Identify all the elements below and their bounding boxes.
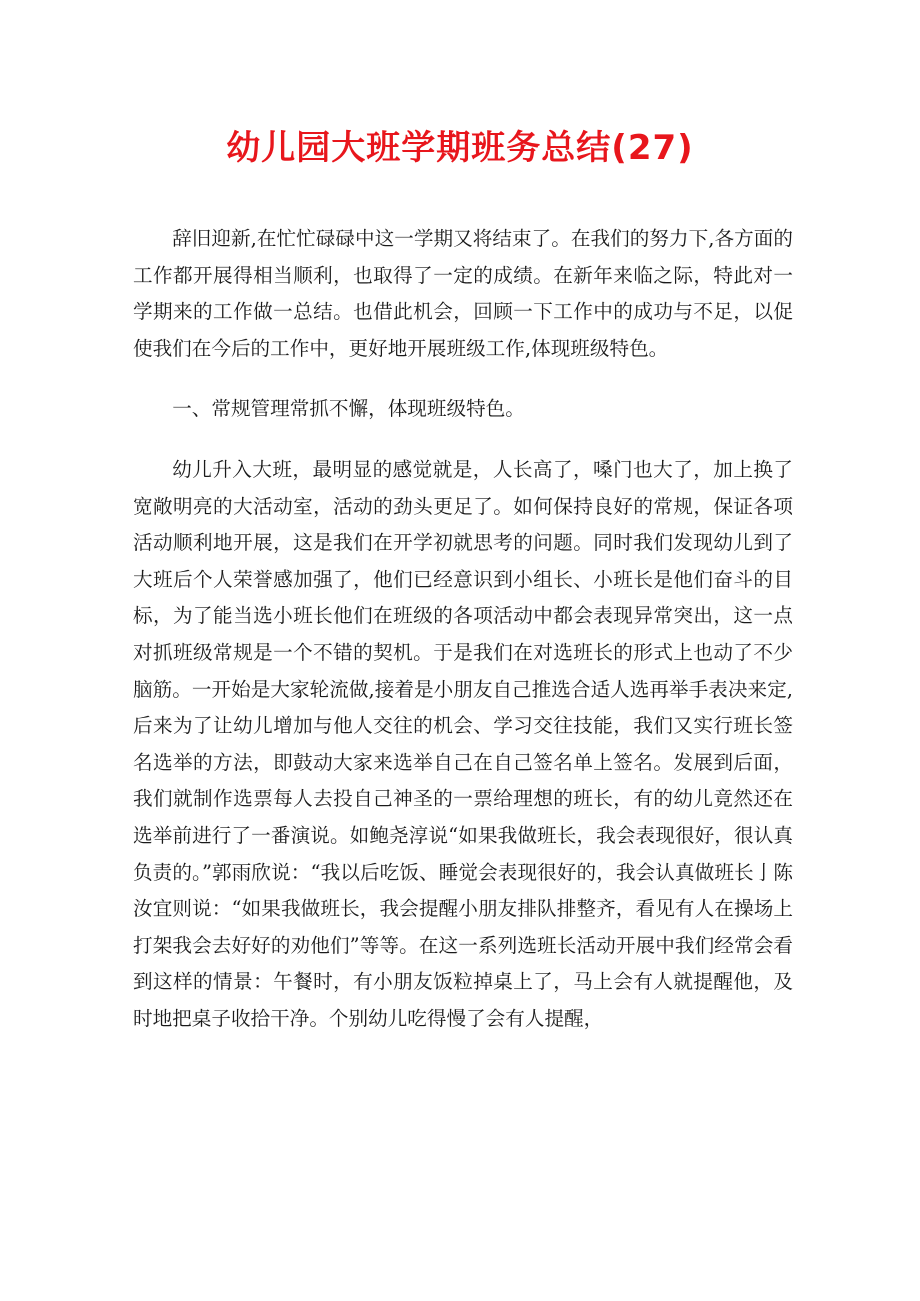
paragraph-section-1: 幼儿升入大班，最明显的感觉就是，人长高了，嗓门也大了，加上换了宽敞明亮的大活动室，活动的劲头更足了。如何保持良好的常规，保证各项活动顺利地开展，这是我们在开学初就思考的问题。同时我们发现幼儿到了大班后个人荣誉感加强了，他们已经意识到小组长、小班长是他们奋斗的目标，为了能当选小班长他们在班级的各项活动中都会表现异常突出，这一点对抓班级常规是一个不错的契机。于是我们在对选班长的形式上也动了不少脑筋。一开始是大家轮流做,接着是小朋友自己推选合适人选再举手表决来定,后来为了让幼儿增加与他人交往的机会、学习交往技能，我们又实行班长签名选举的方法，即鼓动大家来选举自己在自己签名单上签名。发展到后面，我们就制作选票每人去投自己神圣的一票给理想的班长，有的幼儿竟然还在选举前进行了一番演说。如鲍尧淳说“如果我做班长，我会表现很好，很认真负责的。”郭雨欣说：“我以后吃饭、睡觉会表现很好的，我会认真做班长亅陈汝宜则说：“如果我做班长，我会提醒小朋友排队排整齐，看见有人在操场上打架我会去好好的劝他们”等等。在这一系列选班长活动开展中我们经常会看到这样的情景：午餐时，有小朋友饭粒掉桌上了，马上会有人就提醒他，及时地把桌子收拾干净。个别幼儿吃得慢了会有人提醒， — [133, 457, 793, 1030]
section-heading-1: 一、常规管理常抓不懈，体现班级特色。 — [172, 397, 525, 421]
paragraph-intro: 辞旧迎新,在忙忙碌碌中这一学期又将结束了。在我们的努力下,各方面的工作都开展得相当顺利，也取得了一定的成绩。在新年来临之际，特此对一学期来的工作做一总结。也借此机会，回顾一下工作中的成功与不足，以促使我们在今后的工作中，更好地开展班级工作,体现班级特色。 — [133, 227, 793, 360]
document-body — [133, 221, 793, 1037]
document-title: 幼儿园大班学期班务总结(27) — [226, 128, 694, 168]
